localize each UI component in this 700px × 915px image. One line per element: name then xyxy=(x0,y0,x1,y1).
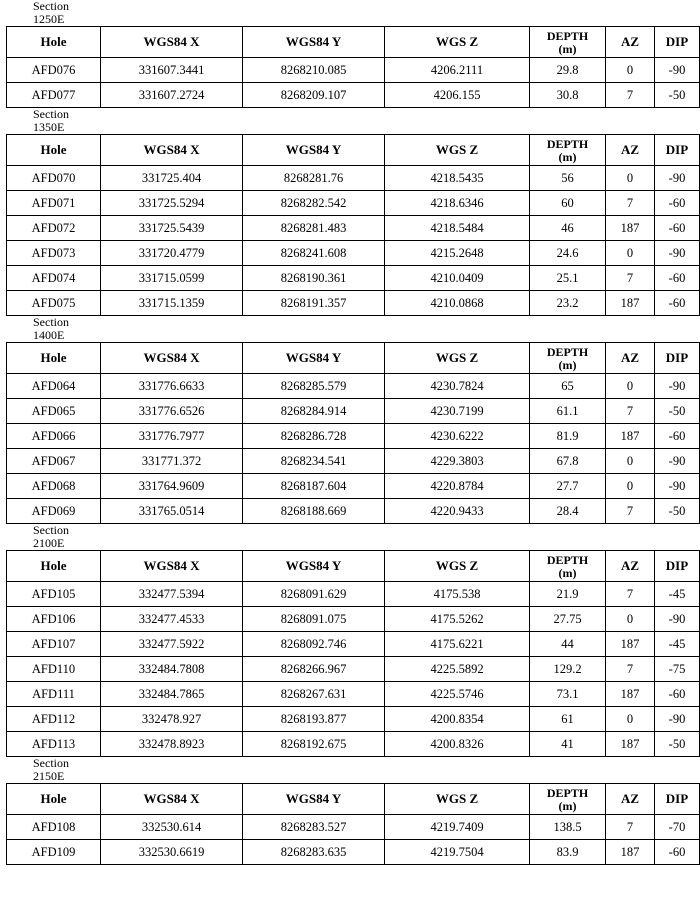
cell-depth: 56 xyxy=(530,166,606,191)
cell-dip: -90 xyxy=(655,474,700,499)
col-header-dip: DIP xyxy=(655,27,700,58)
cell-depth: 29.8 xyxy=(530,58,606,83)
cell-depth: 30.8 xyxy=(530,83,606,108)
section-label: Section xyxy=(33,315,69,329)
cell-z: 4230.7199 xyxy=(385,399,530,424)
cell-y: 8268283.635 xyxy=(243,840,385,865)
cell-z: 4210.0868 xyxy=(385,291,530,316)
col-header-depth-unit: (m) xyxy=(558,798,577,813)
col-header-depth-label: DEPTH xyxy=(546,552,589,567)
table-row xyxy=(7,216,700,241)
cell-hole: AFD070 xyxy=(7,166,101,191)
cell-dip: -70 xyxy=(655,815,700,840)
header-row xyxy=(7,343,700,374)
cell-depth: 44 xyxy=(530,632,606,657)
table-row xyxy=(7,83,700,108)
cell-depth: 21.9 xyxy=(530,582,606,607)
cell-hole: AFD073 xyxy=(7,241,101,266)
col-header-z: WGS Z xyxy=(385,135,530,166)
col-header-y: WGS84 Y xyxy=(243,784,385,815)
cell-depth: 60 xyxy=(530,191,606,216)
cell-y: 8268283.527 xyxy=(243,815,385,840)
col-header-x: WGS84 X xyxy=(101,135,243,166)
cell-x: 331776.7977 xyxy=(101,424,243,449)
cell-az: 7 xyxy=(606,83,655,108)
col-header-y: WGS84 Y xyxy=(243,27,385,58)
cell-depth: 65 xyxy=(530,374,606,399)
table-row xyxy=(7,291,700,316)
table-row xyxy=(7,449,700,474)
drillhole-table xyxy=(6,26,700,108)
cell-az: 187 xyxy=(606,632,655,657)
col-header-az: AZ xyxy=(606,551,655,582)
col-header-depth xyxy=(530,27,606,58)
section-block xyxy=(0,316,700,524)
cell-x: 332478.8923 xyxy=(101,732,243,757)
cell-dip: -60 xyxy=(655,682,700,707)
cell-depth: 24.6 xyxy=(530,241,606,266)
cell-x: 331607.3441 xyxy=(101,58,243,83)
col-header-hole: Hole xyxy=(7,784,101,815)
cell-dip: -90 xyxy=(655,449,700,474)
cell-az: 187 xyxy=(606,732,655,757)
cell-hole: AFD074 xyxy=(7,266,101,291)
section-title xyxy=(0,524,700,550)
cell-hole: AFD108 xyxy=(7,815,101,840)
section-title xyxy=(0,757,700,783)
cell-x: 331715.0599 xyxy=(101,266,243,291)
cell-depth: 46 xyxy=(530,216,606,241)
cell-y: 8268191.357 xyxy=(243,291,385,316)
cell-az: 7 xyxy=(606,499,655,524)
cell-y: 8268190.361 xyxy=(243,266,385,291)
col-header-dip: DIP xyxy=(655,343,700,374)
table-row xyxy=(7,657,700,682)
cell-x: 332477.4533 xyxy=(101,607,243,632)
cell-x: 331765.0514 xyxy=(101,499,243,524)
cell-az: 187 xyxy=(606,424,655,449)
cell-hole: AFD067 xyxy=(7,449,101,474)
col-header-depth-unit: (m) xyxy=(558,565,577,580)
cell-y: 8268092.746 xyxy=(243,632,385,657)
section-title xyxy=(0,108,700,134)
cell-az: 0 xyxy=(606,449,655,474)
col-header-y: WGS84 Y xyxy=(243,135,385,166)
cell-dip: -90 xyxy=(655,166,700,191)
col-header-z: WGS Z xyxy=(385,551,530,582)
cell-hole: AFD105 xyxy=(7,582,101,607)
cell-dip: -60 xyxy=(655,191,700,216)
cell-az: 7 xyxy=(606,657,655,682)
cell-y: 8268209.107 xyxy=(243,83,385,108)
col-header-depth-label: DEPTH xyxy=(546,785,589,800)
cell-z: 4215.2648 xyxy=(385,241,530,266)
cell-x: 331725.5439 xyxy=(101,216,243,241)
section-block xyxy=(0,108,700,316)
cell-hole: AFD075 xyxy=(7,291,101,316)
cell-y: 8268267.631 xyxy=(243,682,385,707)
cell-hole: AFD071 xyxy=(7,191,101,216)
col-header-dip: DIP xyxy=(655,551,700,582)
cell-dip: -45 xyxy=(655,582,700,607)
cell-z: 4200.8354 xyxy=(385,707,530,732)
cell-z: 4218.6346 xyxy=(385,191,530,216)
cell-z: 4220.9433 xyxy=(385,499,530,524)
cell-dip: -90 xyxy=(655,58,700,83)
cell-hole: AFD106 xyxy=(7,607,101,632)
cell-depth: 23.2 xyxy=(530,291,606,316)
cell-z: 4175.538 xyxy=(385,582,530,607)
table-row xyxy=(7,241,700,266)
cell-dip: -50 xyxy=(655,83,700,108)
col-header-az: AZ xyxy=(606,343,655,374)
cell-z: 4229.3803 xyxy=(385,449,530,474)
table-row xyxy=(7,840,700,865)
cell-z: 4225.5746 xyxy=(385,682,530,707)
cell-dip: -60 xyxy=(655,266,700,291)
cell-y: 8268285.579 xyxy=(243,374,385,399)
cell-depth: 67.8 xyxy=(530,449,606,474)
col-header-x: WGS84 X xyxy=(101,551,243,582)
cell-z: 4210.0409 xyxy=(385,266,530,291)
section-block xyxy=(0,524,700,757)
table-row xyxy=(7,474,700,499)
col-header-hole: Hole xyxy=(7,135,101,166)
cell-z: 4230.6222 xyxy=(385,424,530,449)
cell-y: 8268193.877 xyxy=(243,707,385,732)
col-header-depth-unit: (m) xyxy=(558,149,577,164)
col-header-dip: DIP xyxy=(655,784,700,815)
cell-hole: AFD076 xyxy=(7,58,101,83)
cell-depth: 28.4 xyxy=(530,499,606,524)
table-row xyxy=(7,266,700,291)
col-header-hole: Hole xyxy=(7,343,101,374)
cell-depth: 61.1 xyxy=(530,399,606,424)
table-row xyxy=(7,582,700,607)
col-header-depth xyxy=(530,135,606,166)
cell-hole: AFD068 xyxy=(7,474,101,499)
cell-x: 331725.5294 xyxy=(101,191,243,216)
drillhole-table xyxy=(6,550,700,757)
cell-depth: 73.1 xyxy=(530,682,606,707)
drillhole-table xyxy=(6,342,700,524)
cell-y: 8268091.075 xyxy=(243,607,385,632)
cell-hole: AFD110 xyxy=(7,657,101,682)
cell-y: 8268286.728 xyxy=(243,424,385,449)
cell-z: 4206.155 xyxy=(385,83,530,108)
cell-y: 8268234.541 xyxy=(243,449,385,474)
cell-x: 332484.7808 xyxy=(101,657,243,682)
cell-dip: -60 xyxy=(655,424,700,449)
cell-x: 331725.404 xyxy=(101,166,243,191)
cell-dip: -60 xyxy=(655,291,700,316)
cell-depth: 83.9 xyxy=(530,840,606,865)
cell-hole: AFD065 xyxy=(7,399,101,424)
col-header-depth-label: DEPTH xyxy=(546,344,589,359)
cell-y: 8268091.629 xyxy=(243,582,385,607)
cell-hole: AFD066 xyxy=(7,424,101,449)
section-label: Section xyxy=(33,756,69,770)
col-header-x: WGS84 X xyxy=(101,343,243,374)
col-header-x: WGS84 X xyxy=(101,27,243,58)
cell-x: 332477.5394 xyxy=(101,582,243,607)
cell-y: 8268282.542 xyxy=(243,191,385,216)
cell-x: 331776.6526 xyxy=(101,399,243,424)
col-header-dip: DIP xyxy=(655,135,700,166)
cell-y: 8268192.675 xyxy=(243,732,385,757)
table-row xyxy=(7,191,700,216)
col-header-hole: Hole xyxy=(7,551,101,582)
cell-hole: AFD064 xyxy=(7,374,101,399)
cell-x: 331607.2724 xyxy=(101,83,243,108)
table-row xyxy=(7,682,700,707)
header-row xyxy=(7,551,700,582)
col-header-y: WGS84 Y xyxy=(243,551,385,582)
cell-az: 0 xyxy=(606,474,655,499)
cell-depth: 27.75 xyxy=(530,607,606,632)
table-row xyxy=(7,424,700,449)
drillhole-table xyxy=(6,134,700,316)
cell-az: 0 xyxy=(606,374,655,399)
cell-y: 8268188.669 xyxy=(243,499,385,524)
col-header-z: WGS Z xyxy=(385,343,530,374)
table-row xyxy=(7,58,700,83)
cell-depth: 61 xyxy=(530,707,606,732)
section-block xyxy=(0,0,700,108)
cell-dip: -90 xyxy=(655,241,700,266)
cell-az: 187 xyxy=(606,840,655,865)
cell-x: 332484.7865 xyxy=(101,682,243,707)
cell-az: 187 xyxy=(606,291,655,316)
cell-x: 332478.927 xyxy=(101,707,243,732)
section-label: Section xyxy=(33,107,69,121)
cell-depth: 81.9 xyxy=(530,424,606,449)
header-row xyxy=(7,784,700,815)
cell-hole: AFD069 xyxy=(7,499,101,524)
cell-z: 4225.5892 xyxy=(385,657,530,682)
cell-hole: AFD112 xyxy=(7,707,101,732)
cell-dip: -90 xyxy=(655,607,700,632)
cell-hole: AFD072 xyxy=(7,216,101,241)
cell-dip: -50 xyxy=(655,732,700,757)
cell-depth: 138.5 xyxy=(530,815,606,840)
cell-dip: -50 xyxy=(655,499,700,524)
cell-x: 332477.5922 xyxy=(101,632,243,657)
section-name: 1350E xyxy=(33,120,65,134)
cell-dip: -90 xyxy=(655,374,700,399)
cell-x: 331720.4779 xyxy=(101,241,243,266)
cell-az: 7 xyxy=(606,815,655,840)
col-header-z: WGS Z xyxy=(385,784,530,815)
header-row xyxy=(7,135,700,166)
cell-x: 331764.9609 xyxy=(101,474,243,499)
cell-y: 8268266.967 xyxy=(243,657,385,682)
cell-az: 7 xyxy=(606,266,655,291)
table-row xyxy=(7,374,700,399)
cell-y: 8268187.604 xyxy=(243,474,385,499)
table-row xyxy=(7,607,700,632)
col-header-depth-unit: (m) xyxy=(558,357,577,372)
header-row xyxy=(7,27,700,58)
section-title xyxy=(0,316,700,342)
cell-hole: AFD113 xyxy=(7,732,101,757)
cell-hole: AFD109 xyxy=(7,840,101,865)
col-header-az: AZ xyxy=(606,784,655,815)
cell-depth: 129.2 xyxy=(530,657,606,682)
col-header-depth-label: DEPTH xyxy=(546,28,589,43)
cell-az: 7 xyxy=(606,399,655,424)
drillhole-table xyxy=(6,783,700,865)
cell-z: 4200.8326 xyxy=(385,732,530,757)
cell-az: 0 xyxy=(606,58,655,83)
cell-z: 4220.8784 xyxy=(385,474,530,499)
cell-dip: -45 xyxy=(655,632,700,657)
col-header-az: AZ xyxy=(606,135,655,166)
section-name: 2100E xyxy=(33,536,65,550)
col-header-x: WGS84 X xyxy=(101,784,243,815)
cell-az: 187 xyxy=(606,216,655,241)
section-title xyxy=(0,0,700,26)
cell-hole: AFD107 xyxy=(7,632,101,657)
table-row xyxy=(7,707,700,732)
cell-z: 4218.5484 xyxy=(385,216,530,241)
cell-dip: -60 xyxy=(655,216,700,241)
cell-z: 4219.7409 xyxy=(385,815,530,840)
cell-az: 0 xyxy=(606,241,655,266)
section-name: 1250E xyxy=(33,12,65,26)
cell-dip: -90 xyxy=(655,707,700,732)
cell-z: 4206.2111 xyxy=(385,58,530,83)
table-row xyxy=(7,499,700,524)
cell-z: 4175.5262 xyxy=(385,607,530,632)
col-header-depth xyxy=(530,784,606,815)
cell-az: 7 xyxy=(606,582,655,607)
cell-x: 332530.6619 xyxy=(101,840,243,865)
cell-az: 0 xyxy=(606,166,655,191)
cell-y: 8268281.483 xyxy=(243,216,385,241)
col-header-depth-label: DEPTH xyxy=(546,136,589,151)
section-label: Section xyxy=(33,0,69,13)
table-row xyxy=(7,166,700,191)
col-header-depth-unit: (m) xyxy=(558,41,577,56)
cell-y: 8268281.76 xyxy=(243,166,385,191)
table-row xyxy=(7,732,700,757)
cell-z: 4230.7824 xyxy=(385,374,530,399)
cell-y: 8268210.085 xyxy=(243,58,385,83)
section-name: 1400E xyxy=(33,328,65,342)
table-row xyxy=(7,399,700,424)
cell-dip: -60 xyxy=(655,840,700,865)
cell-z: 4218.5435 xyxy=(385,166,530,191)
col-header-hole: Hole xyxy=(7,27,101,58)
cell-z: 4219.7504 xyxy=(385,840,530,865)
cell-x: 331715.1359 xyxy=(101,291,243,316)
cell-hole: AFD111 xyxy=(7,682,101,707)
cell-az: 187 xyxy=(606,682,655,707)
cell-x: 331771.372 xyxy=(101,449,243,474)
cell-x: 331776.6633 xyxy=(101,374,243,399)
cell-x: 332530.614 xyxy=(101,815,243,840)
col-header-az: AZ xyxy=(606,27,655,58)
cell-az: 7 xyxy=(606,191,655,216)
cell-depth: 27.7 xyxy=(530,474,606,499)
section-name: 2150E xyxy=(33,769,65,783)
cell-y: 8268241.608 xyxy=(243,241,385,266)
col-header-depth xyxy=(530,343,606,374)
col-header-depth xyxy=(530,551,606,582)
table-row xyxy=(7,815,700,840)
col-header-z: WGS Z xyxy=(385,27,530,58)
cell-az: 0 xyxy=(606,607,655,632)
cell-dip: -75 xyxy=(655,657,700,682)
section-label: Section xyxy=(33,523,69,537)
section-block xyxy=(0,757,700,865)
cell-hole: AFD077 xyxy=(7,83,101,108)
cell-y: 8268284.914 xyxy=(243,399,385,424)
cell-az: 0 xyxy=(606,707,655,732)
table-row xyxy=(7,632,700,657)
cell-dip: -50 xyxy=(655,399,700,424)
cell-depth: 25.1 xyxy=(530,266,606,291)
cell-depth: 41 xyxy=(530,732,606,757)
cell-z: 4175.6221 xyxy=(385,632,530,657)
col-header-y: WGS84 Y xyxy=(243,343,385,374)
